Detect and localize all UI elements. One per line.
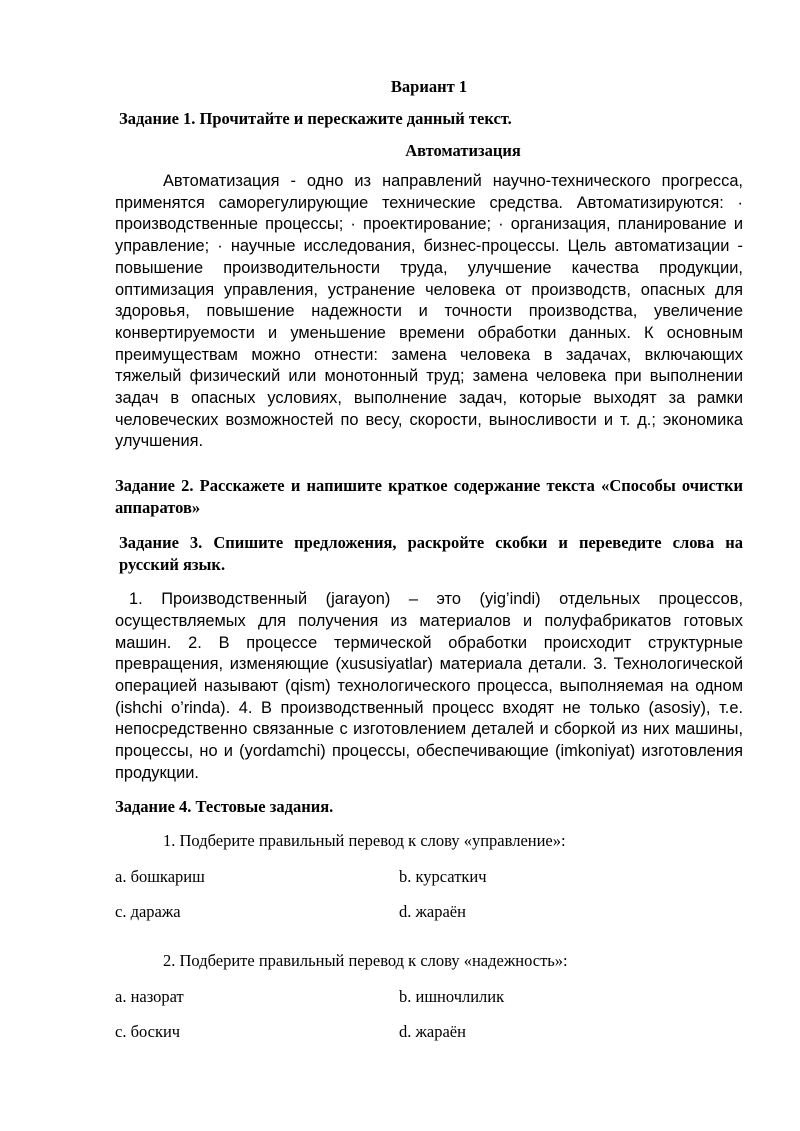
question-2-option-d: d. жараён bbox=[399, 1022, 466, 1042]
question-2-option-c: c. боскич bbox=[115, 1022, 181, 1042]
question-2-option-a: a. назорат bbox=[115, 987, 184, 1007]
question-1-option-d: d. жараён bbox=[399, 902, 466, 922]
variant-title: Вариант 1 bbox=[390, 77, 468, 96]
question-2-option-b: b. ишночлилик bbox=[399, 987, 505, 1007]
text-title: Автоматизация bbox=[405, 141, 521, 160]
question-1-option-b: b. курсаткич bbox=[399, 867, 487, 887]
test-question-1-options bbox=[115, 866, 743, 938]
test-question-2-options bbox=[115, 986, 743, 1058]
task-3-heading: Задание 3. Спишите предложения, раскройте скобки и переведите слова на русский язык. bbox=[119, 533, 743, 575]
task-1-heading: Задание 1. Прочитайте и перескажите данный текст. bbox=[119, 109, 512, 128]
task-4-heading: Задание 4. Тестовые задания. bbox=[115, 797, 334, 817]
task-3-paragraph: 1. Производственный (jarayon) – это (yig’indi) отдельных процессов, осуществляемых для получения из материалов и полуфабрикатов готовых машин. 2. В процессе термической обработки происходит структурные превращения, изменяющие (xususiyatlar) материала детали. 3. Технологической операцией называют (qism) технологического процесса, выполняемая на одном (ishchi o’rinda). 4. В производственный процесс входят не только (asosiy), т.е. непосредственно связанные с изготовлением деталей и сборкой из них машины, процессы, но и (yordamchi) процессы, обеспечивающие (imkoniyat) изготовления продукции. bbox=[115, 590, 743, 782]
test-question-2: 2. Подберите правильный перевод к слову «надежность»: bbox=[163, 951, 568, 971]
task-2-heading: Задание 2. Расскажете и напишите краткое содержание текста «Способы очистки аппаратов» bbox=[115, 476, 743, 518]
task-1-paragraph: Автоматизация - одно из направлений научно-технического прогресса, применятся саморегулирующие технические средства. Автоматизируются: · производственные процессы; · проектирование; · организация, планирование и управление; · научные исследования, бизнес-процессы. Цель автоматизации - повышение производительности труда, улучшение качества продукции, оптимизация управления, устранение человека от производств, опасных для здоровья, повышение надежности и точности производства, увеличение конвертируемости и уменьшение времени обработки данных. К основным преимуществам можно отнести: замена человека в задачах, включающих тяжелый физический или монотонный труд; замена человека при выполнении задач в опасных условиях, выполнение задач, которые выходят за рамки человеческих возможностей по весу, скорости, выносливости и т. д.; экономика улучшения. bbox=[115, 172, 743, 451]
question-1-option-a: a. бошкариш bbox=[115, 867, 205, 887]
document-content bbox=[115, 76, 743, 1058]
test-question-1: 1. Подберите правильный перевод к слову «управление»: bbox=[163, 831, 566, 851]
question-1-option-c: c. даража bbox=[115, 902, 181, 922]
